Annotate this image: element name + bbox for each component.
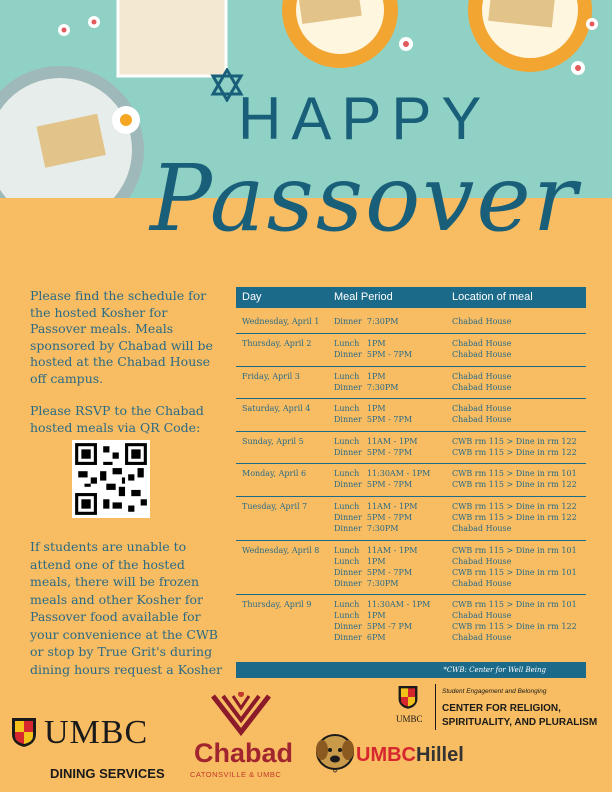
meal-period: Dinner 5PM - 7PM [334, 448, 413, 457]
row-locations [452, 371, 511, 393]
intro-paragraph-1: Please find the schedule for the hosted Kosher for Passover meals. Meals sponsored by Chabad will be hosted at the Chabad House off campus. [30, 288, 213, 386]
meal-period: Dinner 5PM - 7PM [334, 415, 413, 424]
meal-period: Dinner 5PM - 7PM [334, 568, 413, 577]
meal-location: CWB rm 115 > Dine in rm 101 [452, 546, 577, 555]
row-meals [334, 599, 430, 643]
hillel-logo [356, 744, 464, 767]
row-day: Sunday, April 5 [242, 437, 304, 446]
chabad-menorah-icon [209, 692, 273, 740]
row-day: Monday, April 6 [242, 469, 307, 478]
meal-location: Chabad House [452, 611, 512, 620]
meal-location: CWB rm 115 > Dine in rm 122 [452, 513, 577, 522]
row-locations [452, 599, 577, 643]
umbc-logo-text: UMBC [44, 714, 149, 751]
table-row [236, 594, 586, 649]
meal-period: Dinner 5PM - 7PM [334, 480, 413, 489]
center-line-2: SPIRITUALITY, AND PLURALISM [442, 717, 598, 728]
table-row [236, 431, 586, 464]
table-row [236, 333, 586, 367]
row-day: Thursday, April 9 [242, 600, 312, 609]
row-day: Wednesday, April 8 [242, 546, 320, 555]
chabad-subtitle: CATONSVILLE & UMBC [190, 770, 282, 779]
intro-text [30, 288, 220, 452]
umbc-shield-icon [10, 716, 38, 748]
meal-period: Dinner 7:30PM [334, 317, 399, 326]
meal-period: Lunch 1PM [334, 339, 386, 348]
meal-period: Lunch 1PM [334, 611, 386, 620]
row-day: Wednesday, April 1 [242, 317, 320, 326]
meal-period: Lunch 1PM [334, 404, 386, 413]
table-row [236, 463, 586, 497]
table-row [236, 307, 586, 334]
row-day: Tuesday, April 7 [242, 502, 308, 511]
svg-text:✡: ✡ [332, 768, 338, 775]
row-meals [334, 316, 398, 327]
table-row [236, 496, 586, 541]
meal-location: Chabad House [452, 339, 512, 348]
meal-location: CWB rm 115 > Dine in rm 101 [452, 568, 577, 577]
table-row [236, 366, 586, 399]
frozen-meals-paragraph: If students are unable to attend one of the hosted meals, there will be frozen meals and other Kosher for Passover food available for your convenience at the CWB or stop by True Grit's during dining hours request a Kosher [30, 539, 223, 677]
happy-title: HAPPY [238, 85, 492, 152]
table-footnote: *CWB: Center for Well Being [443, 666, 546, 674]
meal-location: Chabad House [452, 372, 512, 381]
schedule-table [236, 287, 586, 642]
row-locations [452, 436, 577, 458]
chabad-logo-text: Chabad [194, 738, 294, 768]
umbc-small-shield-icon [397, 684, 419, 710]
row-locations [452, 316, 511, 327]
header-location: Location of meal [452, 291, 533, 303]
header-day: Day [242, 291, 262, 303]
row-locations [452, 338, 511, 360]
meal-location: Chabad House [452, 579, 512, 588]
meal-location: CWB rm 115 > Dine in rm 122 [452, 448, 577, 457]
meal-location: Chabad House [452, 524, 512, 533]
meal-location: Chabad House [452, 404, 512, 413]
logo-divider [435, 684, 436, 730]
meal-location: CWB rm 115 > Dine in rm 101 [452, 600, 577, 609]
meal-location: CWB rm 115 > Dine in rm 122 [452, 480, 577, 489]
meal-location: CWB rm 115 > Dine in rm 122 [452, 437, 577, 446]
row-locations [452, 468, 577, 490]
retriever-dog-icon [312, 730, 358, 776]
meal-period: Lunch 11AM - 1PM [334, 437, 418, 446]
meal-period: Lunch 11:30AM - 1PM [334, 600, 431, 609]
meal-period: Dinner 5PM -7 PM [334, 622, 413, 631]
meal-period: Lunch 11:30AM - 1PM [334, 469, 431, 478]
center-line-1: CENTER FOR RELIGION, [442, 703, 561, 714]
meal-period: Lunch 11AM - 1PM [334, 502, 418, 511]
meal-location: Chabad House [452, 415, 512, 424]
row-day: Friday, April 3 [242, 372, 300, 381]
meal-period: Dinner 6PM [334, 633, 386, 642]
meal-period: Dinner 7:30PM [334, 524, 399, 533]
umbc-small-text: UMBC [396, 714, 423, 724]
header-meal-period: Meal Period [334, 291, 393, 303]
qr-code[interactable] [72, 440, 150, 518]
passover-title: Passover [150, 145, 579, 252]
row-meals [334, 338, 412, 360]
hillel-text: Hillel [416, 744, 464, 766]
meal-period: Lunch 11AM - 1PM [334, 546, 418, 555]
row-meals [334, 436, 417, 458]
meal-location: CWB rm 115 > Dine in rm 122 [452, 622, 577, 631]
table-header [236, 287, 586, 307]
meal-period: Dinner 7:30PM [334, 383, 399, 392]
meal-period: Dinner 5PM - 7PM [334, 513, 413, 522]
row-locations [452, 545, 577, 589]
meal-location: Chabad House [452, 557, 512, 566]
row-meals [334, 501, 417, 534]
intro-paragraph-2: Please RSVP to the Chabad hosted meals via QR Code: [30, 403, 204, 435]
table-row [236, 398, 586, 432]
meal-location: Chabad House [452, 633, 512, 642]
meal-location: Chabad House [452, 350, 512, 359]
meal-location: Chabad House [452, 383, 512, 392]
meal-location: CWB rm 115 > Dine in rm 122 [452, 502, 577, 511]
row-day: Saturday, April 4 [242, 404, 311, 413]
row-day: Thursday, April 2 [242, 339, 312, 348]
hillel-umbc-text: UMBC [356, 744, 416, 766]
meal-period: Dinner 7:30PM [334, 579, 399, 588]
meal-period: Lunch 1PM [334, 557, 386, 566]
meal-period: Dinner 5PM - 7PM [334, 350, 413, 359]
row-meals [334, 545, 417, 589]
row-meals [334, 403, 412, 425]
meal-location: CWB rm 115 > Dine in rm 101 [452, 469, 577, 478]
row-locations [452, 403, 511, 425]
row-meals [334, 468, 430, 490]
dining-services-text: DINING SERVICES [50, 766, 165, 781]
meal-period: Lunch 1PM [334, 372, 386, 381]
row-meals [334, 371, 398, 393]
table-footnote-bar [236, 662, 586, 678]
seb-text: Student Engagement and Belonging [442, 688, 547, 695]
row-locations [452, 501, 577, 534]
meal-location: Chabad House [452, 317, 512, 326]
table-row [236, 540, 586, 595]
